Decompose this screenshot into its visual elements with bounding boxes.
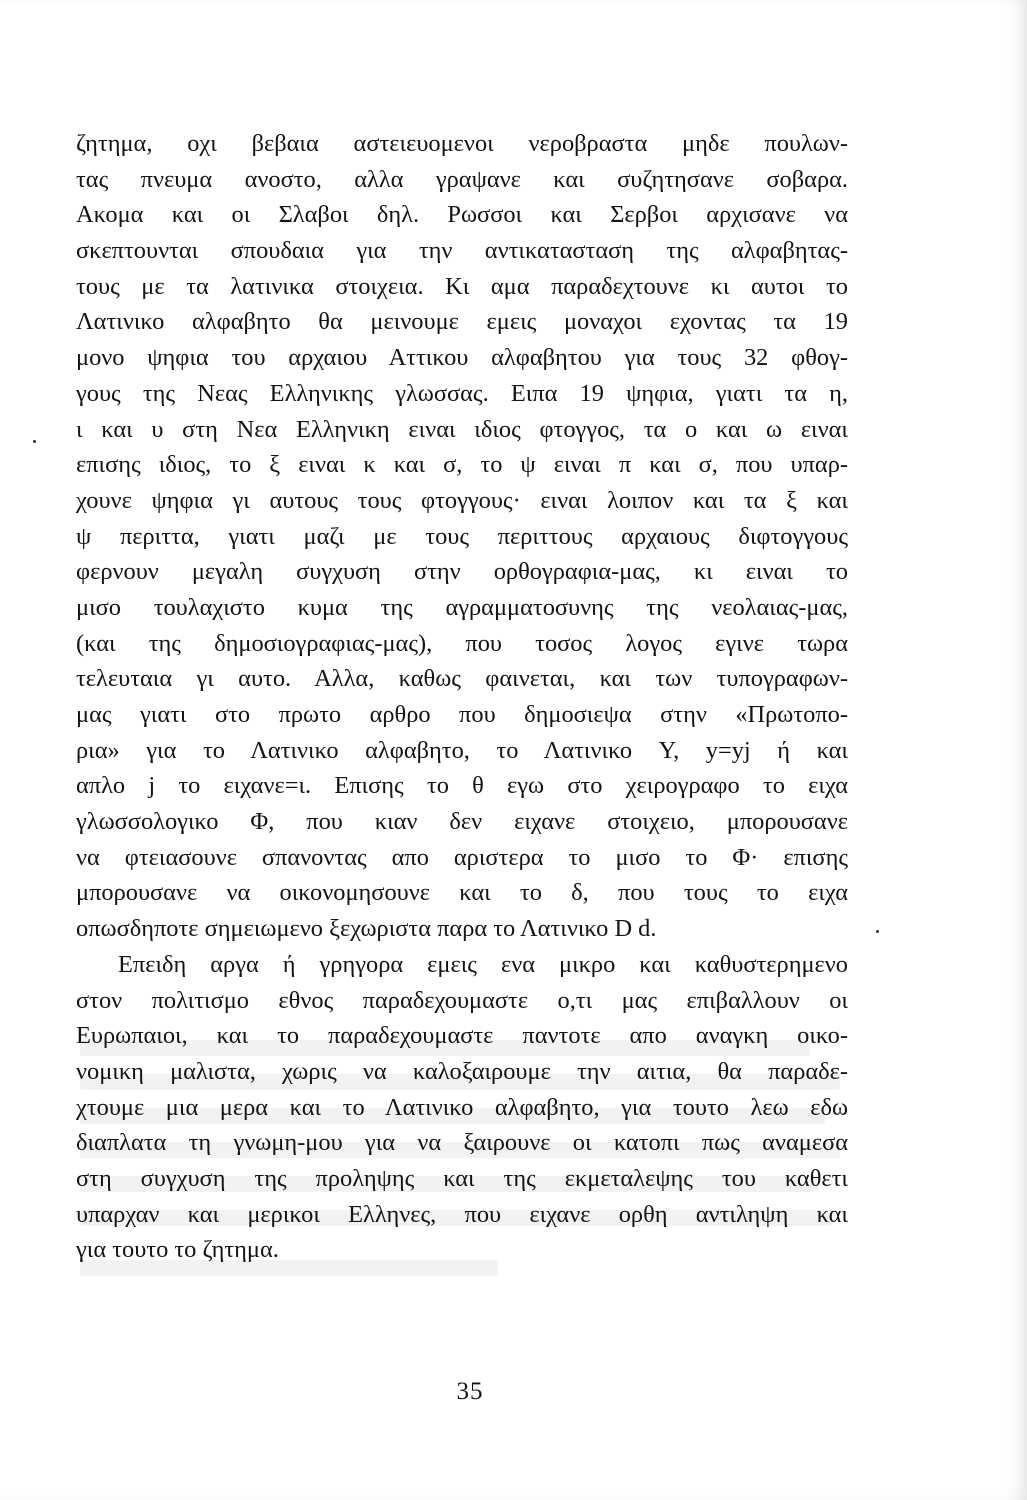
text-line: να φτειασουνε σπανοντας απο αριστερα το μισο το Φ· επισης bbox=[76, 843, 848, 871]
text-line: στον πολιτισμο εθνος παραδεχουμαστε ο,τι μας επιβαλλουν οι bbox=[76, 986, 848, 1014]
paragraph-end-line: για τουτο το ζητημα. bbox=[76, 1236, 279, 1264]
text-line: ι και υ στη Νεα Ελληνικη ειναι ιδιος φτογγος, τα ο και ω ειναι bbox=[76, 415, 848, 443]
text-line: Λατινικο αλφαβητο θα μεινουμε εμεις μοναχοι εχοντας τα 19 bbox=[76, 308, 848, 336]
text-line: μονο ψηφια του αρχαιου Αττικου αλφαβητου για τους 32 φθογ- bbox=[76, 344, 848, 372]
body-text bbox=[76, 126, 848, 1268]
text-line: (και της δημοσιογραφιας-μας), που τοσος λογος εγινε τωρα bbox=[76, 629, 848, 657]
text-line: μισο τουλαχιστο κυμα της αγραμματοσυνης της νεολαιας-μας, bbox=[76, 593, 848, 621]
text-line: στη συγχυση της προληψης και της εκμεταλεψης του καθετι bbox=[76, 1164, 848, 1192]
text-line: Ακομα και οι Σλαβοι δηλ. Ρωσσοι και Σερβοι αρχισανε να bbox=[76, 201, 848, 229]
text-line: τους με τα λατινικα στοιχεια. Κι αμα παραδεχτουνε κι αυτοι το bbox=[76, 272, 848, 300]
text-line: ψ περιττα, γιατι μαζι με τους περιττους αρχαιους διφτογγους bbox=[76, 522, 848, 550]
ink-speck bbox=[33, 440, 36, 443]
text-line: μπορουσανε να οικονομησουνε και το δ, που τους το ειχα bbox=[76, 879, 848, 907]
text-line: τας πνευμα ανοστο, αλλα γραψανε και συζητησανε σοβαρα. bbox=[76, 165, 848, 193]
text-line: τελευταια γι αυτο. Αλλα, καθως φαινεται, και των τυπογραφων- bbox=[76, 665, 848, 693]
paragraph-start-line: Επειδη αργα ή γρηγορα εμεις ενα μικρο και καθυστερημενο bbox=[118, 950, 848, 978]
paragraph-end-line: οπωσδηποτε σημειωμενο ξεχωριστα παρα το Λατινικο D d. bbox=[76, 915, 657, 943]
text-line: σκεπτουνται σπουδαια για την αντικατασταση της αλφαβητας- bbox=[76, 237, 848, 265]
text-line: διαπλατα τη γνωμη-μου για να ξαιρουνε οι κατοπι πως αναμεσα bbox=[76, 1129, 848, 1157]
text-line: χτουμε μια μερα και το Λατινικο αλφαβητο, για τουτο λεω εδω bbox=[76, 1093, 848, 1121]
page-number: 35 bbox=[456, 1378, 484, 1405]
text-line: ζητημα, οχι βεβαια αστειευομενοι νεροβραστα μηδε πουλων- bbox=[76, 130, 848, 157]
text-line: μας γιατι στο πρωτο αρθρο που δημοσιεψα στην «Πρωτοπο- bbox=[76, 701, 848, 728]
text-line: χουνε ψηφια γι αυτους τους φτογγους· ειναι λοιπον και τα ξ και bbox=[76, 486, 848, 514]
text-line: απλο j το ειχανε=ι. Επισης το θ εγω στο χειρογραφο το ειχα bbox=[76, 772, 848, 800]
text-line: ρια» για το Λατινικο αλφαβητο, το Λατινικο Y, y=yj ή και bbox=[76, 736, 848, 764]
text-line: Ευρωπαιοι, και το παραδεχουμαστε παντοτε απο αναγκη οικο- bbox=[76, 1022, 848, 1050]
text-line: γλωσσολογικο Φ, που κιαν δεν ειχανε στοιχειο, μπορουσανε bbox=[76, 808, 848, 836]
text-line: γους της Νεας Ελληνικης γλωσσας. Ειπα 19 ψηφια, γιατι τα η, bbox=[76, 379, 848, 407]
text-line: φερνουν μεγαλη συγχυση στην ορθογραφια-μας, κι ειναι το bbox=[76, 558, 848, 586]
text-line: επισης ιδιος, το ξ ειναι κ και σ, το ψ ειναι π και σ, που υπαρ- bbox=[76, 451, 848, 479]
text-line: νομικη μαλιστα, χωρις να καλοξαιρουμε την αιτια, θα παραδε- bbox=[76, 1057, 848, 1085]
ink-speck bbox=[876, 930, 879, 933]
text-line: υπαρχαν και μερικοι Ελληνες, που ειχανε ορθη αντιληψη και bbox=[76, 1200, 848, 1228]
